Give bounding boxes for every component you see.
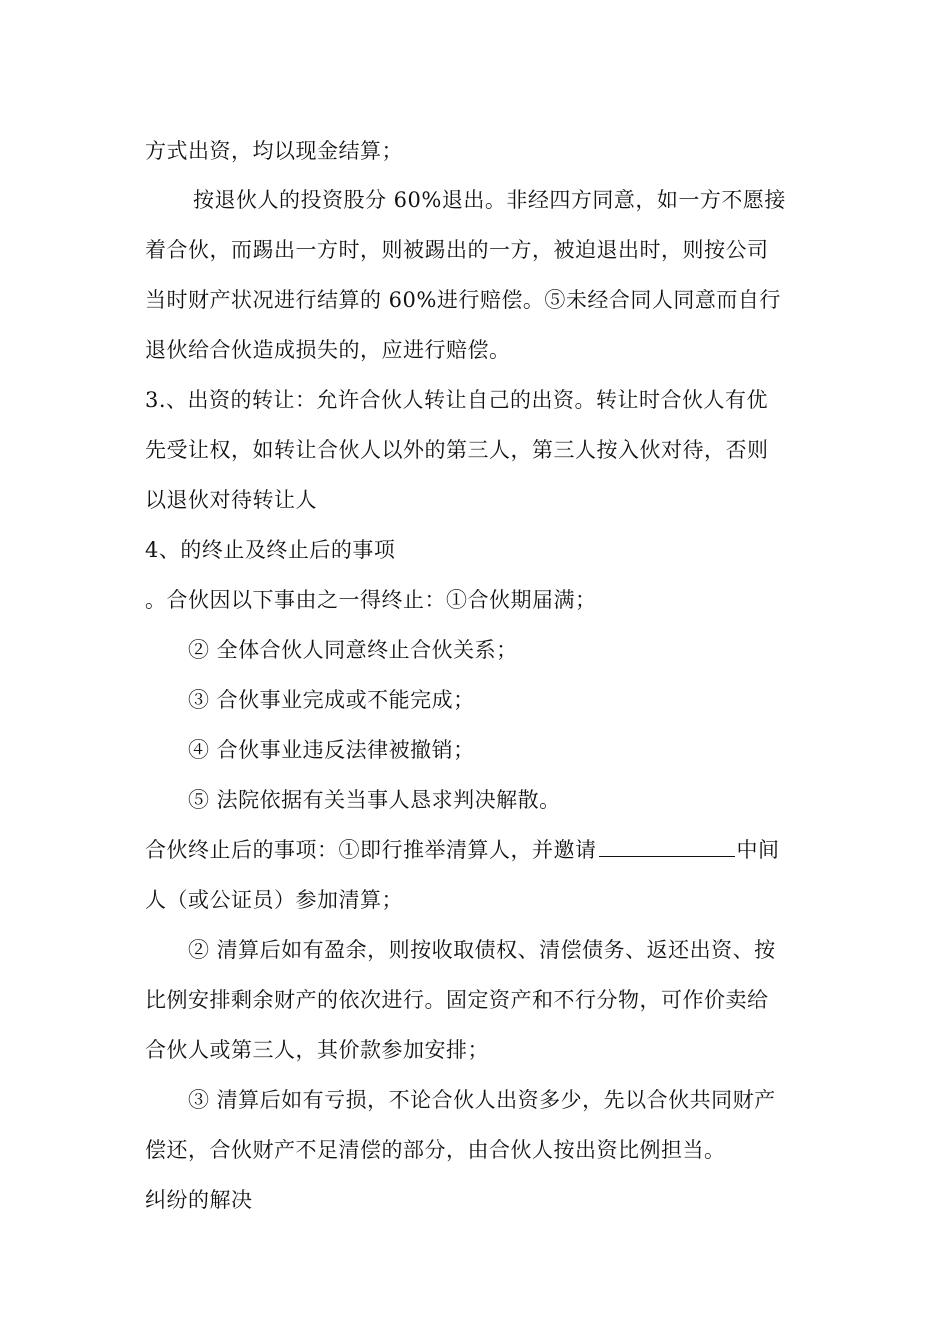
paragraph-line: 按退伙人的投资股分 60%退出。非经四方同意，如一方不愿接	[193, 188, 786, 212]
list-item: ③ 合伙事业完成或不能完成；	[188, 688, 475, 712]
paragraph-line: 人（或公证员）参加清算；	[145, 888, 403, 912]
paragraph-line: 比例安排剩余财产的依次进行。固定资产和不行分物，可作价卖给	[145, 988, 769, 1012]
list-item: ② 全体合伙人同意终止合伙关系；	[188, 638, 518, 662]
paragraph-line: 。合伙因以下事由之一得终止：①合伙期届满；	[145, 588, 597, 612]
paragraph-line: 退伙给合伙造成损失的，应进行赔偿。	[145, 338, 511, 362]
paragraph-line: 方式出资，均以现金结算；	[145, 139, 403, 163]
paragraph-text: 合伙终止后的事项：①即行推举清算人，并邀请	[145, 838, 597, 862]
paragraph-line: 偿还，合伙财产不足清偿的部分，由合伙人按出资比例担当。	[145, 1138, 726, 1162]
list-item: ② 清算后如有盈余，则按收取债权、清偿债务、返还出资、按	[188, 938, 776, 962]
paragraph-text: 中间	[736, 838, 780, 862]
list-item: ⑤ 法院依据有关当事人恳求判决解散。	[188, 788, 561, 812]
list-item: ③ 清算后如有亏损，不论合伙人出资多少，先以合伙共同财产	[188, 1088, 776, 1112]
section-heading: 纠纷的解决	[145, 1188, 253, 1212]
paragraph-line: 当时财产状况进行结算的 60%进行赔偿。⑤未经合同人同意而自行	[145, 288, 781, 312]
paragraph-line: 以退伙对待转让人	[145, 488, 317, 512]
paragraph-line: 着合伙，而踢出一方时，则被踢出的一方，被迫退出时，则按公司	[145, 238, 769, 262]
paragraph-line: 3.、出资的转让：允许合伙人转让自己的出资。转让时合伙人有优	[145, 388, 769, 412]
section-heading: 4、的终止及终止后的事项	[145, 538, 396, 562]
paragraph-line	[145, 836, 780, 864]
fill-in-blank	[599, 838, 735, 857]
paragraph-line: 先受让权，如转让合伙人以外的第三人，第三人按入伙对待，否则	[145, 438, 769, 462]
list-item: ④ 合伙事业违反法律被撤销；	[188, 738, 475, 762]
paragraph-line: 合伙人或第三人，其价款参加安排；	[145, 1038, 489, 1062]
